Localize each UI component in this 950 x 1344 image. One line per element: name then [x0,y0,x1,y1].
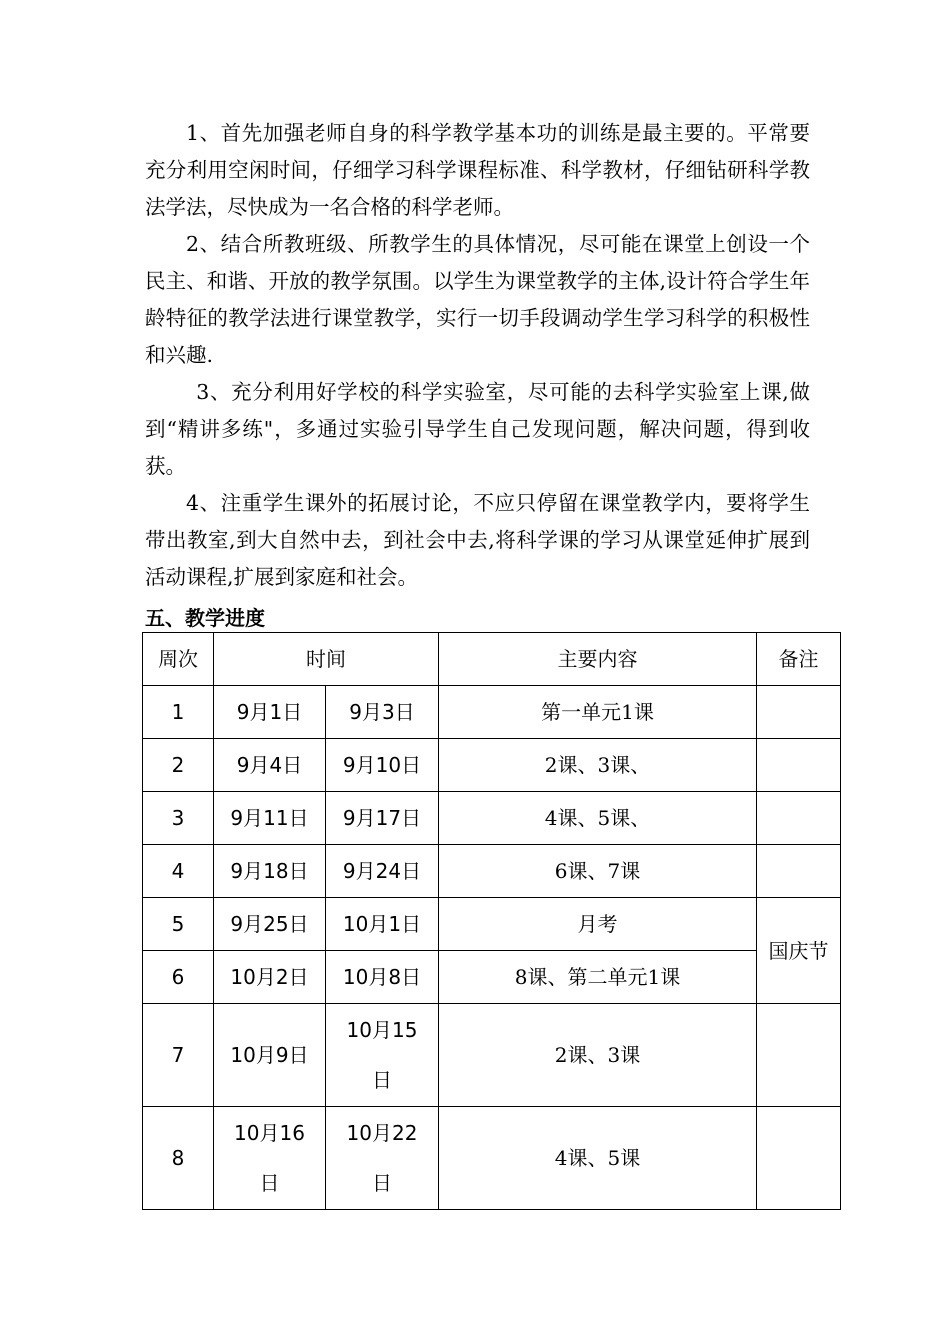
note-cell [757,792,841,845]
week-cell: 5 [143,898,214,951]
schedule-table [142,632,841,1210]
end-date-cell [326,1107,439,1210]
end-date-cell: 9月3日 [326,686,439,739]
note-cell [757,845,841,898]
start-date-cell: 9月1日 [214,686,326,739]
week-cell: 8 [143,1107,214,1210]
table-row [143,1107,841,1210]
start-date-text: 10月16日 [234,1120,305,1195]
end-date-cell: 9月17日 [326,792,439,845]
table-row [143,898,841,951]
week-cell: 3 [143,792,214,845]
table-row [143,739,841,792]
table-row [143,792,841,845]
table-row [143,951,841,1004]
end-date-cell: 9月24日 [326,845,439,898]
end-date-cell: 10月8日 [326,951,439,1004]
week-cell: 4 [143,845,214,898]
content-cell: 4课、5课、 [439,792,757,845]
week-cell: 7 [143,1004,214,1107]
header-note: 备注 [757,633,841,686]
content-cell: 第一单元1课 [439,686,757,739]
end-date-cell [326,1004,439,1107]
note-cell [757,739,841,792]
table-row [143,1004,841,1107]
table-row [143,686,841,739]
end-date-text: 10月22日 [346,1120,418,1195]
note-cell [757,1004,841,1107]
paragraph-3: 3、充分利用好学校的科学实验室，尽可能的去科学实验室上课,做到“精讲多练"，多通过实验引导学生自己发现问题，解决问题，得到收获。 [145,380,810,478]
note-cell [757,686,841,739]
start-date-cell: 9月25日 [214,898,326,951]
header-content: 主要内容 [439,633,757,686]
week-cell: 1 [143,686,214,739]
content-cell: 月考 [439,898,757,951]
content-cell: 2课、3课、 [439,739,757,792]
start-date-cell [214,1107,326,1210]
header-week: 周次 [143,633,214,686]
section-heading: 五、教学进度 [145,606,265,630]
content-cell: 2课、3课 [439,1004,757,1107]
start-date-cell: 9月4日 [214,739,326,792]
paragraph-2: 2、结合所教班级、所教学生的具体情况，尽可能在课堂上创设一个民主、和谐、开放的教学氛围。以学生为课堂教学的主体,设计符合学生年龄特征的教学法进行课堂教学，实行一切手段调动学生学习科学的积极性和兴趣. [145,232,810,367]
paragraph-1: 1、首先加强老师自身的科学教学基本功的训练是最主要的。平常要充分利用空闲时间，仔细学习科学课程标准、科学教材，仔细钻研科学教法学法，尽快成为一名合格的科学老师。 [145,121,810,219]
note-cell [757,1107,841,1210]
week-cell: 6 [143,951,214,1004]
end-date-cell: 9月10日 [326,739,439,792]
start-date-cell: 9月18日 [214,845,326,898]
header-time: 时间 [214,633,439,686]
table-header-row [143,633,841,686]
content-cell: 4课、5课 [439,1107,757,1210]
body-paragraphs [145,115,810,596]
start-date-cell: 9月11日 [214,792,326,845]
table-row [143,845,841,898]
end-date-text: 10月15日 [346,1017,418,1092]
start-date-cell: 10月9日 [214,1004,326,1107]
week-cell: 2 [143,739,214,792]
start-date-cell: 10月2日 [214,951,326,1004]
end-date-cell: 10月1日 [326,898,439,951]
note-cell-holiday: 国庆节 [757,898,841,1004]
content-cell: 6课、7课 [439,845,757,898]
content-cell: 8课、第二单元1课 [439,951,757,1004]
paragraph-4: 4、注重学生课外的拓展讨论，不应只停留在课堂教学内，要将学生带出教室,到大自然中去，到社会中去,将科学课的学习从课堂延伸扩展到活动课程,扩展到家庭和社会。 [145,491,810,589]
